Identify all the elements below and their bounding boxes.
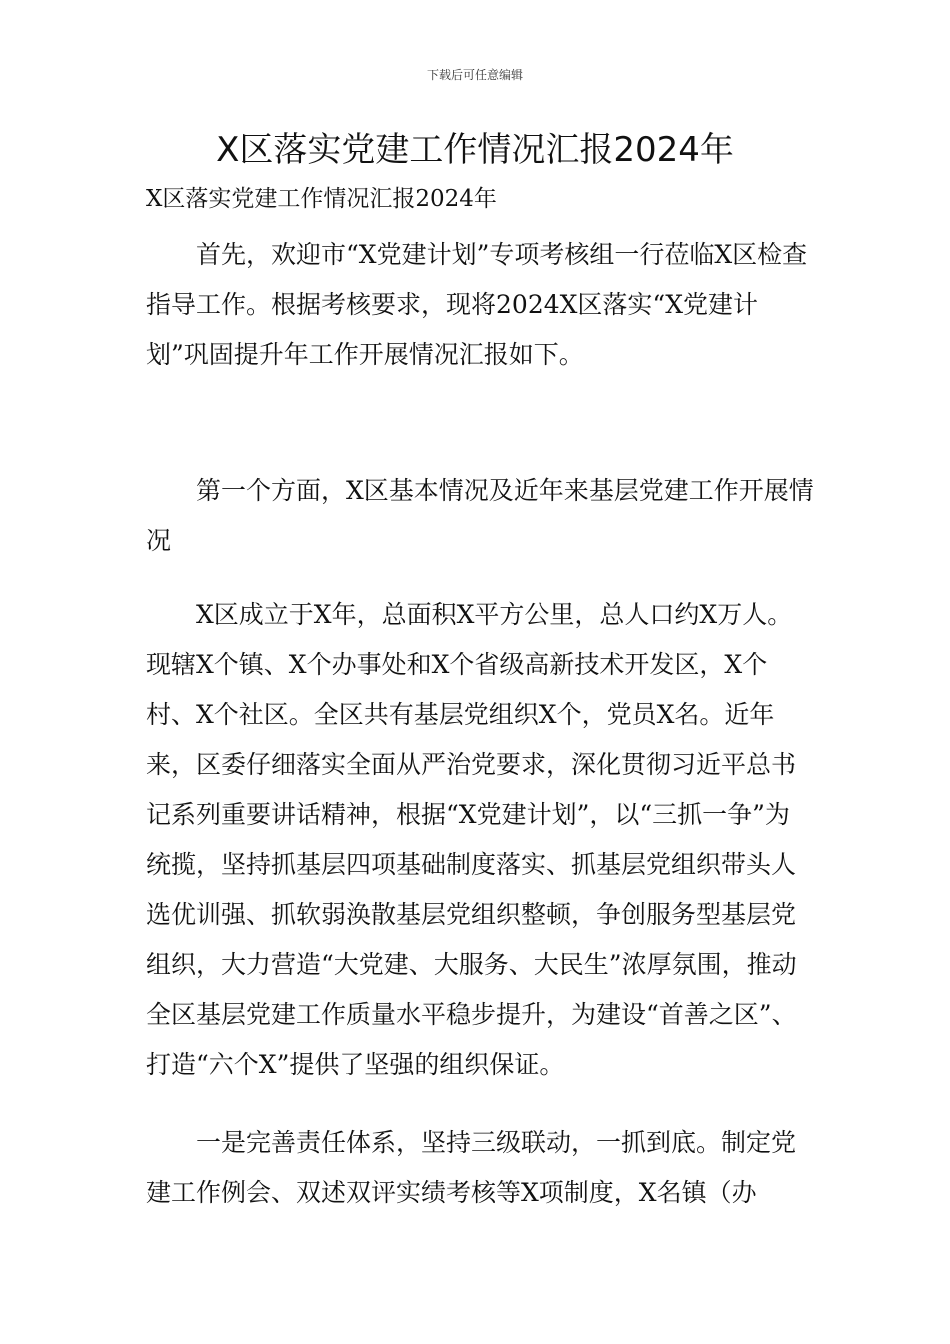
paragraph-district-overview: X区成立于X年，总面积X平方公里，总人口约X万人。现辖X个镇、X个办事处和X个省级高新技术开发区，X个村、X个社区。全区共有基层党组织X个，党员X名。近年来，区委仔细落实全面从严治党要求，深化贯彻习近平总书记系列重要讲话精神，根据“X党建计划”，以“三抓一争”为统揽，坚持抓基层四项基础制度落实、抓基层党组织带头人选优训强、抓软弱涣散基层党组织整顿，争创服务型基层党组织，大力营造“大党建、大服务、大民生”浓厚氛围，推动全区基层党建工作质量水平稳步提升，为建设“首善之区”、打造“六个X”提供了坚强的组织保证。 <box>146 600 797 1079</box>
paragraph-intro: 首先，欢迎市“X党建计划”专项考核组一行莅临X区检查指导工作。根据考核要求，现将2024X区落实“X党建计划”巩固提升年工作开展情况汇报如下。 <box>146 240 808 369</box>
header-note: 下载后可任意编辑 <box>426 68 523 82</box>
document-body <box>146 178 814 1218</box>
paragraph-responsibility-system: 一是完善责任体系，坚持三级联动，一抓到底。制定党建工作例会、双述双评实绩考核等X项制度，X名镇（办 <box>146 1128 797 1207</box>
document-subtitle: X区落实党建工作情况汇报2024年 <box>146 186 497 212</box>
paragraph-section-heading: 第一个方面，X区基本情况及近年来基层党建工作开展情况 <box>146 476 814 555</box>
document-title: X区落实党建工作情况汇报2024年 <box>216 130 734 170</box>
